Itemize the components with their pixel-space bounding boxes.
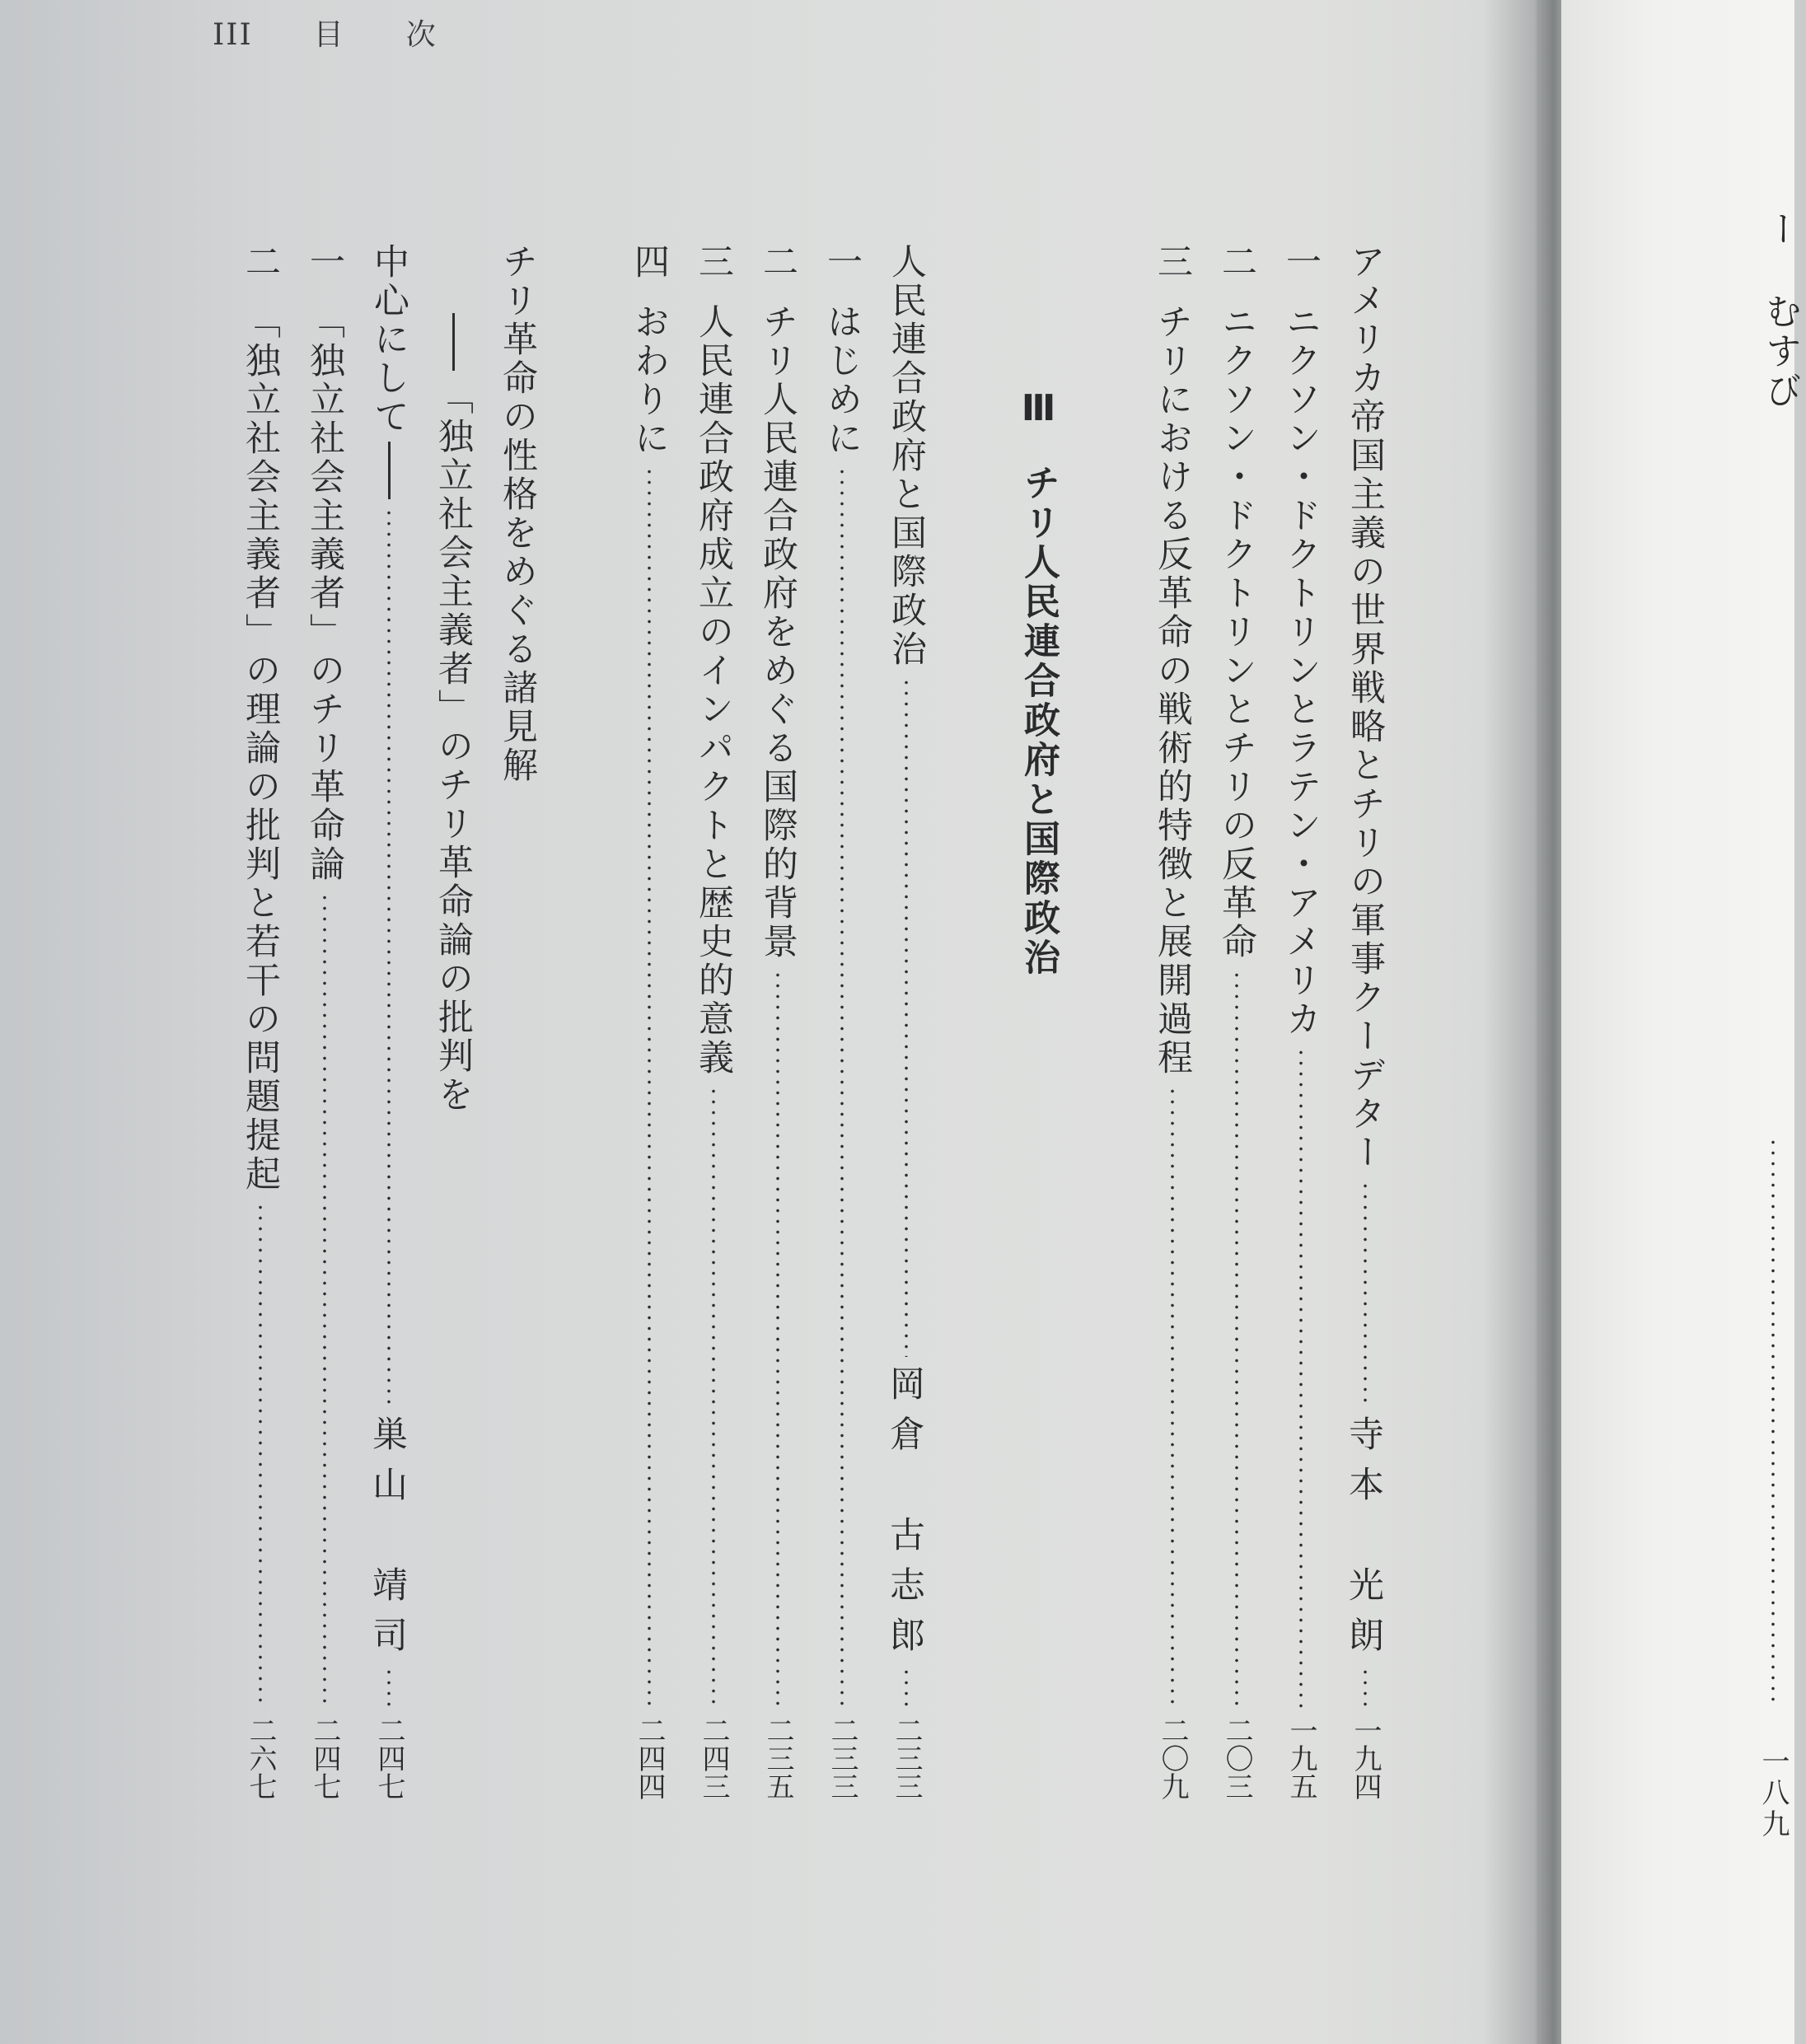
entry-title: はじめに — [821, 303, 863, 458]
part-number: Ⅲ — [1018, 387, 1060, 433]
leader-dots — [1364, 1181, 1367, 1407]
leader-dots — [1771, 1137, 1775, 1705]
entry-title: チリ人民連合政府をめぐる国際的背景 — [757, 303, 798, 961]
entry-page: 一九四 — [1349, 1716, 1382, 1800]
toc-entry — [1210, 243, 1263, 1800]
entry-subtitle: 「独立社会主義者」のチリ革命論の批判を — [433, 379, 474, 1115]
entry-page: 二三三 — [826, 1716, 859, 1800]
toc-entry — [687, 243, 740, 1800]
entry-title: アメリカ帝国主義の世界戦略とチリの軍事クーデター — [1345, 243, 1386, 1172]
entry-title: ニクソン・ドクトリンとラテン・アメリカ — [1280, 303, 1322, 1039]
entry-page: 二〇九 — [1156, 1716, 1189, 1800]
toc-entry — [363, 243, 415, 1800]
entry-page: 二三三 — [890, 1716, 923, 1800]
entry-page: 二三五 — [761, 1716, 794, 1800]
toc-entry — [1339, 243, 1392, 1800]
entry-number: 二 — [240, 243, 281, 282]
entry-title: 人民連合政府と国際政治 — [886, 243, 927, 669]
part-title: チリ人民連合政府と国際政治 — [1018, 464, 1060, 978]
entry-page: 二四三 — [697, 1716, 730, 1800]
leader-dots — [1364, 1667, 1367, 1711]
toc-entry — [623, 243, 676, 1800]
leader-dots — [387, 1667, 391, 1711]
entry-page: 二〇三 — [1220, 1716, 1253, 1800]
entry-page: 二四七 — [308, 1716, 341, 1800]
entry-title: チリ革命の性格をめぐる諸見解 — [497, 243, 538, 785]
em-dash — [388, 442, 391, 499]
toc-entry-subtitle — [427, 313, 480, 1137]
leader-dots — [387, 507, 391, 1407]
running-head-word2: 次 — [405, 18, 437, 52]
right-page-number: 一八九 — [1757, 1747, 1790, 1841]
toc-entry — [816, 243, 868, 1800]
entry-number: 三 — [693, 243, 734, 282]
entry-number: 三 — [1152, 243, 1193, 282]
entry-author: 岡倉 古志郎 — [884, 1365, 925, 1667]
leader-dots — [1299, 1047, 1303, 1708]
leader-dots — [1235, 970, 1238, 1708]
entry-author: 寺本 光朗 — [1343, 1415, 1384, 1667]
entry-number: 一 — [304, 243, 345, 282]
leader-dots — [712, 1086, 715, 1708]
running-head-word1: 目 — [313, 18, 345, 52]
entry-number: 四 — [629, 243, 670, 282]
running-head-section: III — [213, 18, 253, 52]
leader-dots — [905, 1667, 908, 1711]
toc-entry — [880, 243, 933, 1800]
running-head — [213, 12, 437, 54]
entry-title: 「独立社会主義者」のチリ革命論 — [304, 303, 345, 884]
entry-number: 二 — [1216, 243, 1257, 282]
em-dash — [452, 313, 455, 371]
entry-author: 巣山 靖司 — [367, 1415, 408, 1667]
leader-dots — [323, 892, 326, 1708]
toc-entry — [234, 243, 287, 1800]
leader-dots — [1171, 1086, 1174, 1708]
entry-title: ニクソン・ドクトリンとチリの反革命 — [1216, 303, 1257, 961]
leader-dots — [259, 1202, 262, 1708]
entry-title: 「独立社会主義者」の理論の批判と若干の問題提起 — [240, 303, 281, 1194]
right-page-fragment: ー — [1759, 210, 1801, 250]
leader-dots — [648, 466, 651, 1708]
part-heading — [1012, 387, 1064, 1046]
toc-entry — [298, 243, 351, 1800]
entry-number: 一 — [821, 243, 863, 282]
entry-subtitle: 中心にして — [368, 243, 409, 437]
toc-entry — [491, 243, 544, 919]
entry-number: 一 — [1280, 243, 1322, 282]
toc-entry — [1146, 243, 1199, 1800]
entry-title: 人民連合政府成立のインパクトと歴史的意義 — [693, 303, 734, 1078]
right-page-fragment: むすび — [1759, 292, 1801, 411]
entry-page: 一九五 — [1284, 1716, 1317, 1800]
leader-dots — [905, 677, 908, 1357]
entry-title: チリにおける反革命の戦術的特徴と展開過程 — [1152, 303, 1193, 1078]
leader-dots — [776, 970, 779, 1708]
leader-dots — [840, 466, 844, 1708]
book-gutter — [1483, 0, 1574, 2044]
entry-title: おわりに — [629, 303, 670, 458]
toc-entry — [751, 243, 804, 1800]
toc-entry — [1275, 243, 1327, 1800]
entry-page: 二六七 — [244, 1716, 277, 1800]
entry-page: 二四四 — [633, 1716, 666, 1800]
entry-page: 二四七 — [372, 1716, 405, 1800]
entry-number: 二 — [757, 243, 798, 282]
